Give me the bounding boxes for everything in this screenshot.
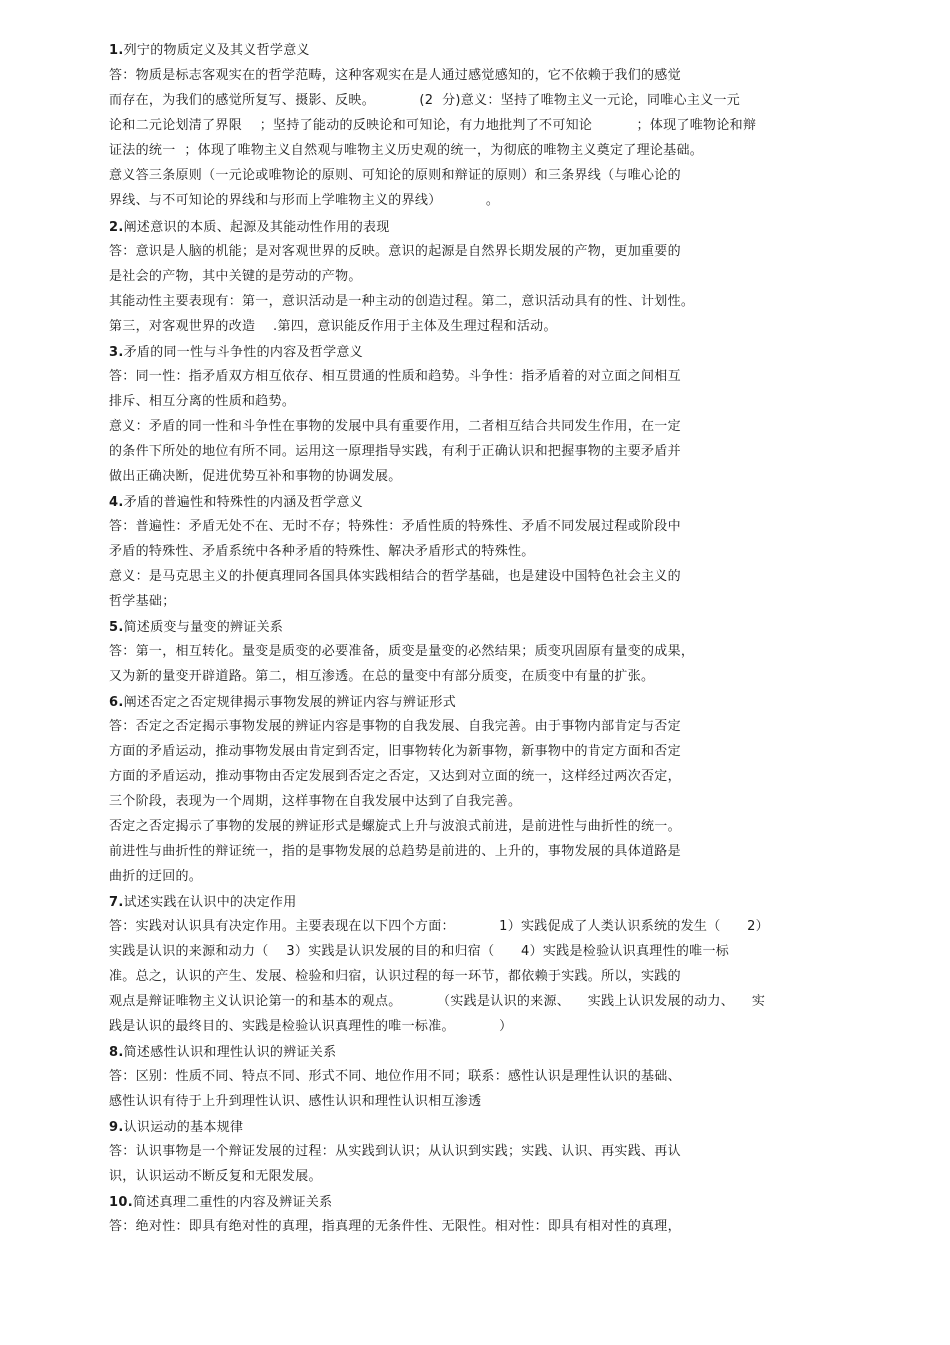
answer-line: 答：物质是标志客观实在的哲学范畴，这种客观实在是人通过感觉感知的，它不依赖于我们的感觉 — [109, 68, 681, 83]
answer-line: 意义：矛盾的同一性和斗争性在事物的发展中具有重要作用，二者相互结合共同发生作用，在一定 — [109, 419, 681, 434]
answer-line: 方面的矛盾运动，推动事物由否定发展到否定之否定，又达到对立面的统一，这样经过两次否定， — [109, 769, 681, 784]
answer-line: 三个阶段，表现为一个周期，这样事物在自我发展中达到了自我完善。 — [109, 794, 522, 809]
question-number: 8. — [109, 1045, 124, 1060]
answer-line: 答：否定之否定揭示事物发展的辨证内容是事物的自我发展、自我完善。由于事物内部肯定与否定 — [109, 719, 681, 734]
question-number: 9. — [109, 1120, 124, 1135]
question-title: 简述真理二重性的内容及辨证关系 — [132, 1195, 333, 1210]
answer-line: 前进性与曲折性的辩证统一，指的是事物发展的总趋势是前进的、上升的，事物发展的具体道路是 — [109, 844, 681, 859]
answer-line: 矛盾的特殊性、矛盾系统中各种矛盾的特殊性、解决矛盾形式的特殊性。 — [109, 544, 535, 559]
answer-line: 答：绝对性：即具有绝对性的真理，指真理的无条件性、无限性。相对性：即具有相对性的真理， — [109, 1219, 681, 1234]
answer-line: 答：区别：性质不同、特点不同、形式不同、地位作用不同；联系：感性认识是理性认识的基础、 — [109, 1069, 681, 1084]
question-heading — [109, 895, 297, 911]
question-title: 简述质变与量变的辨证关系 — [123, 620, 284, 635]
answer-line: 答：第一，相互转化。量变是质变的必要准备，质变是量变的必然结果；质变巩固原有量变的成果， — [109, 644, 695, 659]
question-title: 阐述否定之否定规律揭示事物发展的辨证内容与辨证形式 — [123, 695, 457, 710]
question-number: 1. — [109, 43, 124, 58]
question-title: 认识运动的基本规律 — [123, 1120, 244, 1135]
question-title: 试述实践在认识中的决定作用 — [123, 895, 297, 910]
answer-line: 而存在，为我们的感觉所复写、摄影、反映。 (2 分)意义：坚持了唯物主义一元论，同唯心主义一元 — [109, 93, 741, 108]
question-heading — [109, 495, 363, 511]
answer-line: 其能动性主要表现有：第一，意识活动是一种主动的创造过程。第二，意识活动具有的性、计划性。 — [109, 294, 695, 309]
answer-line: 践是认识的最终目的、实践是检验认识真理性的唯一标准。 ） — [109, 1019, 513, 1034]
answer-line: 排斥、相互分离的性质和趋势。 — [109, 394, 296, 409]
question-number: 5. — [109, 620, 124, 635]
answer-line: 第三，对客观世界的改造 .第四，意识能反作用于主体及生理过程和活动。 — [109, 319, 557, 334]
answer-line: 方面的矛盾运动，推动事物发展由肯定到否定，旧事物转化为新事物，新事物中的肯定方面和否定 — [109, 744, 681, 759]
question-title: 列宁的物质定义及其义哲学意义 — [123, 43, 310, 58]
question-heading — [109, 620, 283, 636]
answer-line: 哲学基础； — [109, 594, 176, 609]
question-heading — [109, 1120, 243, 1136]
question-heading — [109, 1195, 332, 1211]
answer-line: 界线、与不可知论的界线和与形而上学唯物主义的界线） 。 — [109, 193, 500, 208]
answer-line: 答：普遍性：矛盾无处不在、无时不存；特殊性：矛盾性质的特殊性、矛盾不同发展过程或阶段中 — [109, 519, 681, 534]
answer-line: 答：实践对认识具有决定作用。主要表现在以下四个方面： 1）实践促成了人类认识系统的发生（ 2） — [109, 919, 769, 934]
answer-line: 识，认识运动不断反复和无限发展。 — [109, 1169, 322, 1184]
answer-line: 准。总之，认识的产生、发展、检验和归宿，认识过程的每一环节，都依赖于实践。所以，实践的 — [109, 969, 681, 984]
question-heading — [109, 345, 363, 361]
answer-line: 观点是辩证唯物主义认识论第一的和基本的观点。 （实践是认识的来源、 实践上认识发展的动力、 实 — [109, 994, 766, 1009]
answer-line: 论和二元论划清了界限 ；坚持了能动的反映论和可知论，有力地批判了不可知论 ；体现了唯物论和辩 — [109, 118, 757, 133]
answer-line: 答：同一性：指矛盾双方相互依存、相互贯通的性质和趋势。斗争性：指矛盾着的对立面之间相互 — [109, 369, 681, 384]
question-heading — [109, 220, 390, 236]
question-number: 3. — [109, 345, 124, 360]
question-number: 7. — [109, 895, 124, 910]
answer-line: 答：意识是人脑的机能；是对客观世界的反映。意识的起源是自然界长期发展的产物，更加重要的 — [109, 244, 681, 259]
question-number: 4. — [109, 495, 124, 510]
answer-line: 答：认识事物是一个辩证发展的过程：从实践到认识；从认识到实践；实践、认识、再实践、再认 — [109, 1144, 681, 1159]
question-heading — [109, 1045, 336, 1061]
question-heading — [109, 695, 456, 711]
answer-line: 曲折的迂回的。 — [109, 869, 203, 884]
question-title: 矛盾的普遍性和特殊性的内涵及哲学意义 — [123, 495, 363, 510]
question-title: 矛盾的同一性与斗争性的内容及哲学意义 — [123, 345, 363, 360]
answer-line: 实践是认识的来源和动力（ 3）实践是认识发展的目的和归宿（ 4）实践是检验认识真理性的唯一标 — [109, 944, 730, 959]
answer-line: 意义答三条原则（一元论或唯物论的原则、可知论的原则和辩证的原则）和三条界线（与唯心论的 — [109, 168, 681, 183]
question-title: 简述感性认识和理性认识的辨证关系 — [123, 1045, 337, 1060]
answer-line: 否定之否定揭示了事物的发展的辨证形式是螺旋式上升与波浪式前进，是前进性与曲折性的统一。 — [109, 819, 681, 834]
question-number: 10. — [109, 1195, 133, 1210]
question-heading — [109, 43, 310, 59]
question-title: 阐述意识的本质、起源及其能动性作用的表现 — [123, 220, 390, 235]
question-number: 2. — [109, 220, 124, 235]
answer-line: 是社会的产物，其中关键的是劳动的产物。 — [109, 269, 362, 284]
answer-line: 感性认识有待于上升到理性认识、感性认识和理性认识相互渗透 — [109, 1094, 482, 1109]
answer-line: 意义：是马克思主义的扑便真理同各国具体实践相结合的哲学基础，也是建设中国特色社会主义的 — [109, 569, 681, 584]
answer-line: 做出正确决断，促进优势互补和事物的协调发展。 — [109, 469, 402, 484]
answer-line: 证法的统一 ；体现了唯物主义自然观与唯物主义历史观的统一，为彻底的唯物主义奠定了理论基础。 — [109, 143, 704, 158]
question-number: 6. — [109, 695, 124, 710]
answer-line: 的条件下所处的地位有所不同。运用这一原理指导实践，有利于正确认识和把握事物的主要矛盾并 — [109, 444, 681, 459]
answer-line: 又为新的量变开辟道路。第二，相互渗透。在总的量变中有部分质变，在质变中有量的扩张。 — [109, 669, 655, 684]
